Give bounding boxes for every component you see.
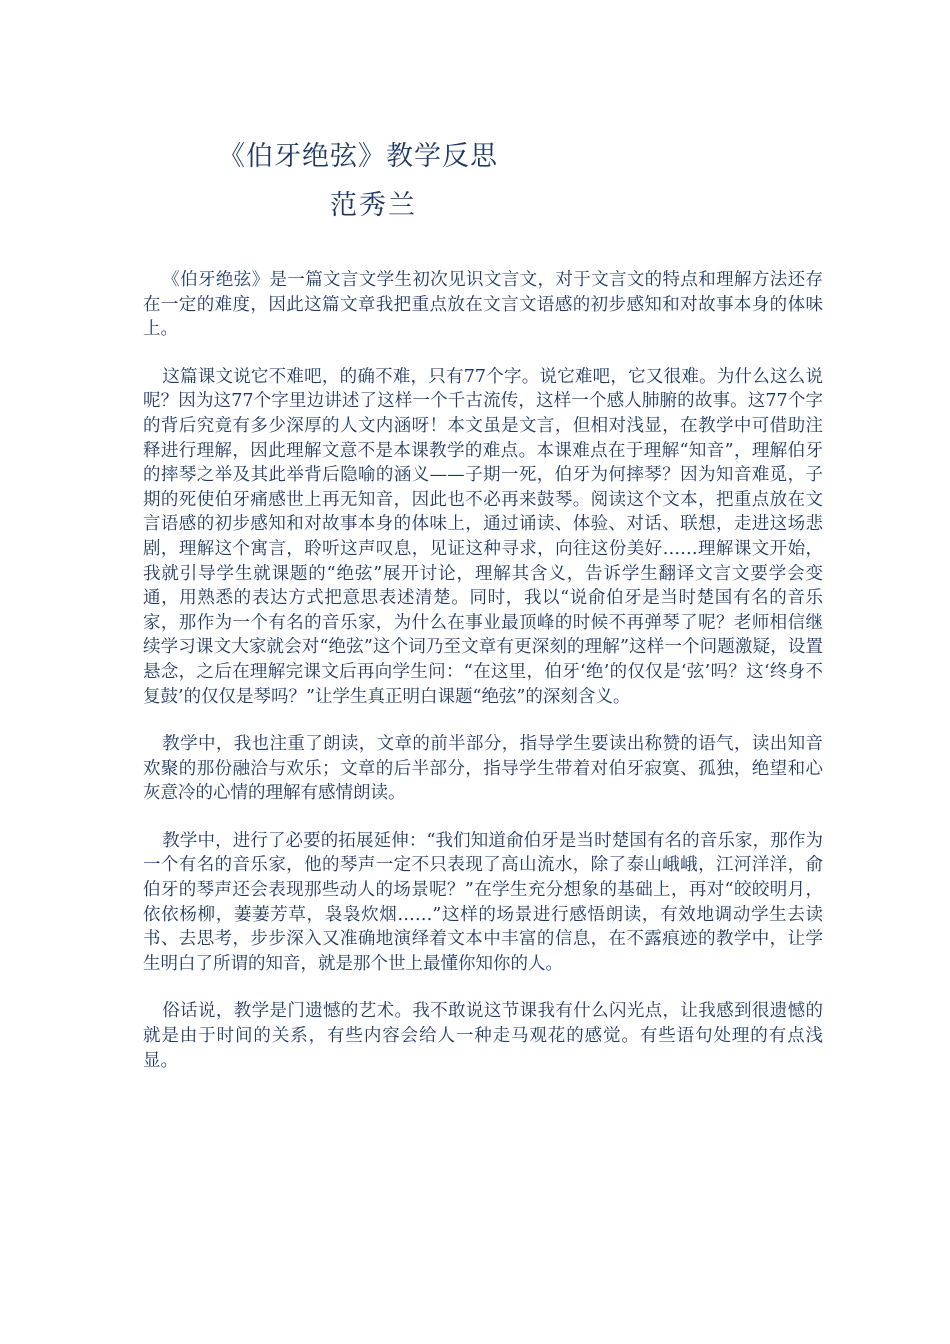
paragraph-difficulty: 这篇课文说它不难吧，的确不难，只有77个字。说它难吧，它又很难。为什么这么说呢？因为这77个字里边讲述了这样一个千古流传，这样一个感人肺腑的故事。这77个字的背后究竟有多少深厚的人文内涵呀！本文虽是文言，但相对浅显，在教学中可借助注释进行理解，因此理解文意不是本课教学的难点。本课难点在于理解“知音”，理解伯牙的摔琴之举及其此举背后隐喻的涵义——子期一死，伯牙为何摔琴？因为知音难觅，子期的死使伯牙痛感世上再无知音，因此也不必再来鼓琴。阅读这个文本，把重点放在文言语感的初步感知和对故事本身的体味上，通过诵读、体验、对话、联想，走进这场悲剧，理解这个寓言，聆听这声叹息，见证这种寻求，向往这份美好……理解课文开始，我就引导学生就课题的“绝弦”展开讨论，理解其含义，告诉学生翻译文言文要学会变通，用熟悉的表达方式把意思表述清楚。同时，我以“说俞伯牙是当时楚国有名的音乐家，那作为一个有名的音乐家，为什么在事业最顶峰的时候不再弹琴了呢？老师相信继续学习课文大家就会对“绝弦”这个词乃至文章有更深刻的理解”这样一个问题激疑，设置悬念，之后在理解完课文后再向学生问：“在这里，伯牙‘绝’的仅仅是‘弦’吗？这‘终身不复鼓’的仅仅是琴吗？”让学生真正明白课题“绝弦”的深刻含义。: [143, 366, 823, 707]
paragraph-regret: 俗话说，教学是门遗憾的艺术。我不敢说这节课我有什么闪光点，让我感到很遗憾的就是由于时间的关系，有些内容会给人一种走马观花的感觉。有些语句处理的有点浅显。: [143, 1001, 823, 1071]
paragraph-intro: 《伯牙绝弦》是一篇文言文学生初次见识文言文，对于文言文的特点和理解方法还存在一定的难度，因此这篇文章我把重点放在文言文语感的初步感知和对故事本身的体味上。: [143, 270, 823, 340]
paragraph-extension: 教学中，进行了必要的拓展延伸：“我们知道俞伯牙是当时楚国有名的音乐家，那作为一个有名的音乐家，他的琴声一定不只表现了高山流水，除了泰山峨峨，江河洋洋，俞伯牙的琴声还会表现那些动人的场景呢？”在学生充分想象的基础上，再对“皎皎明月，依依杨柳，萋萋芳草，袅袅炊烟……”这样的场景进行感悟朗读，有效地调动学生去读书、去思考，步步深入又准确地演绎着文本中丰富的信息，在不露痕迹的教学中，让学生明白了所谓的知音，就是那个世上最懂你知你的人。: [143, 830, 823, 974]
paragraph-reading: 教学中，我也注重了朗读，文章的前半部分，指导学生要读出称赞的语气，读出知音欢聚的那份融洽与欢乐；文章的后半部分，指导学生带着对伯牙寂寞、孤独，绝望和心灰意冷的心情的理解有感情朗读。: [143, 734, 823, 804]
document-author: 范秀兰: [330, 190, 417, 221]
document-title: 《伯牙绝弦》教学反思: [218, 141, 498, 172]
document-body: [143, 268, 823, 1096]
